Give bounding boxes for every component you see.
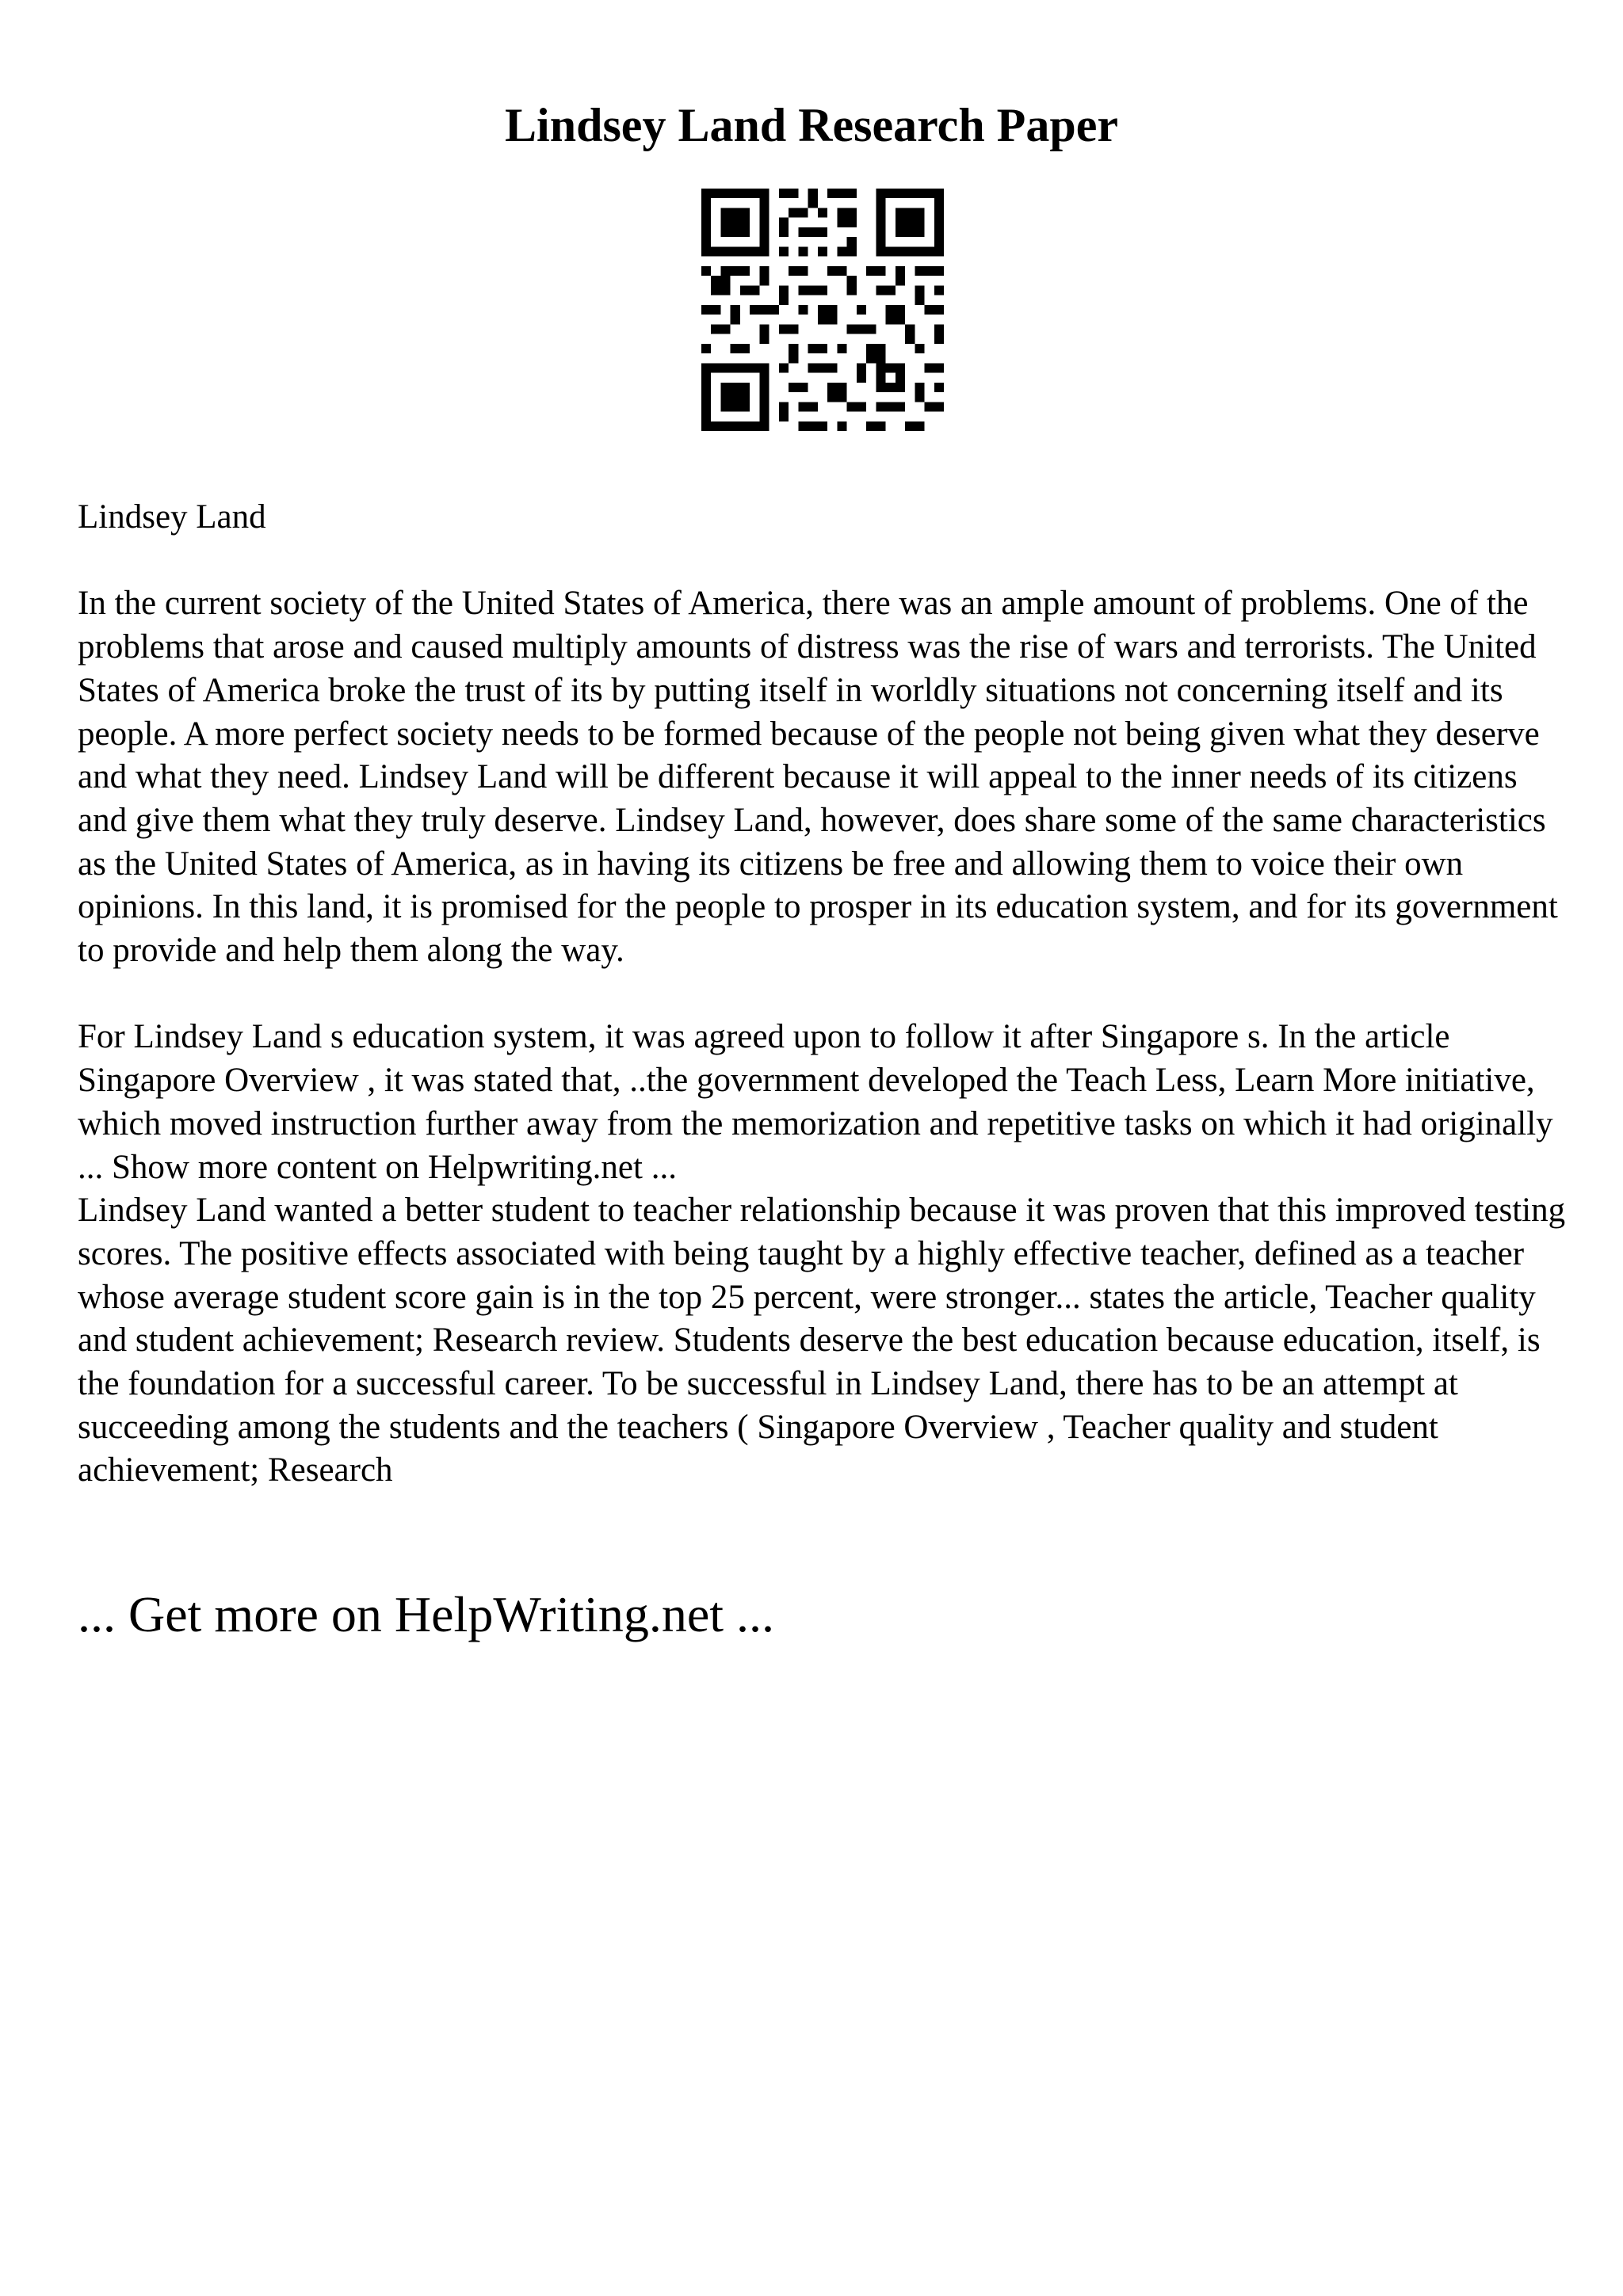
page-title: Lindsey Land Research Paper — [505, 99, 1118, 151]
qr-code-icon — [701, 189, 944, 431]
author-name: Lindsey Land — [78, 498, 266, 536]
article-body — [78, 496, 1568, 1493]
paragraph-teacher-relationship: Lindsey Land wanted a better student to teacher relationship because it was proven that this improved testing scores. The positive effects associated with being taught by a highly effective teacher, defined as a teacher whose average student score gain is in the top 25 percent, were stronger... states the article, Teacher quality and student achievement; Research review. Students deserve the best education because education, itself, is the foundation for a successful career. To be successful in Lindsey Land, there has to be an attempt at succeeding among the students and the teachers ( Singapore Overview , Teacher quality and student achievement; Research — [78, 1192, 1566, 1489]
paragraph-education: For Lindsey Land s education system, it was agreed upon to follow it after Singapore s. In the article Singapore Overview , it was stated that, ..the government developed the Teach Less, Learn More initiative, which moved instruction further away from the memorization and repetitive tasks on which it had originally ... Show more content on Helpwriting.net ... — [78, 1018, 1553, 1186]
paragraph-intro: In the current society of the United States of America, there was an ample amount of problems. One of the problems that arose and caused multiply amounts of distress was the rise of wars and terrorists. The United States of America broke the trust of its by putting itself in worldly situations not concerning itself and its people. A more perfect society needs to be formed because of the people not being given what they deserve and what they need. Lindsey Land will be different because it will appeal to the inner needs of its citizens and give them what they truly deserve. Lindsey Land, however, does share some of the same characteristics as the United States of America, as in having its citizens be free and allowing them to voice their own opinions. In this land, it is promised for the people to prosper in its education system, and for its government to provide and help them along the way. — [78, 585, 1558, 970]
get-more-link[interactable]: ... Get more on HelpWriting.net ... — [78, 1586, 774, 1642]
qr-code-graphic — [701, 189, 944, 431]
